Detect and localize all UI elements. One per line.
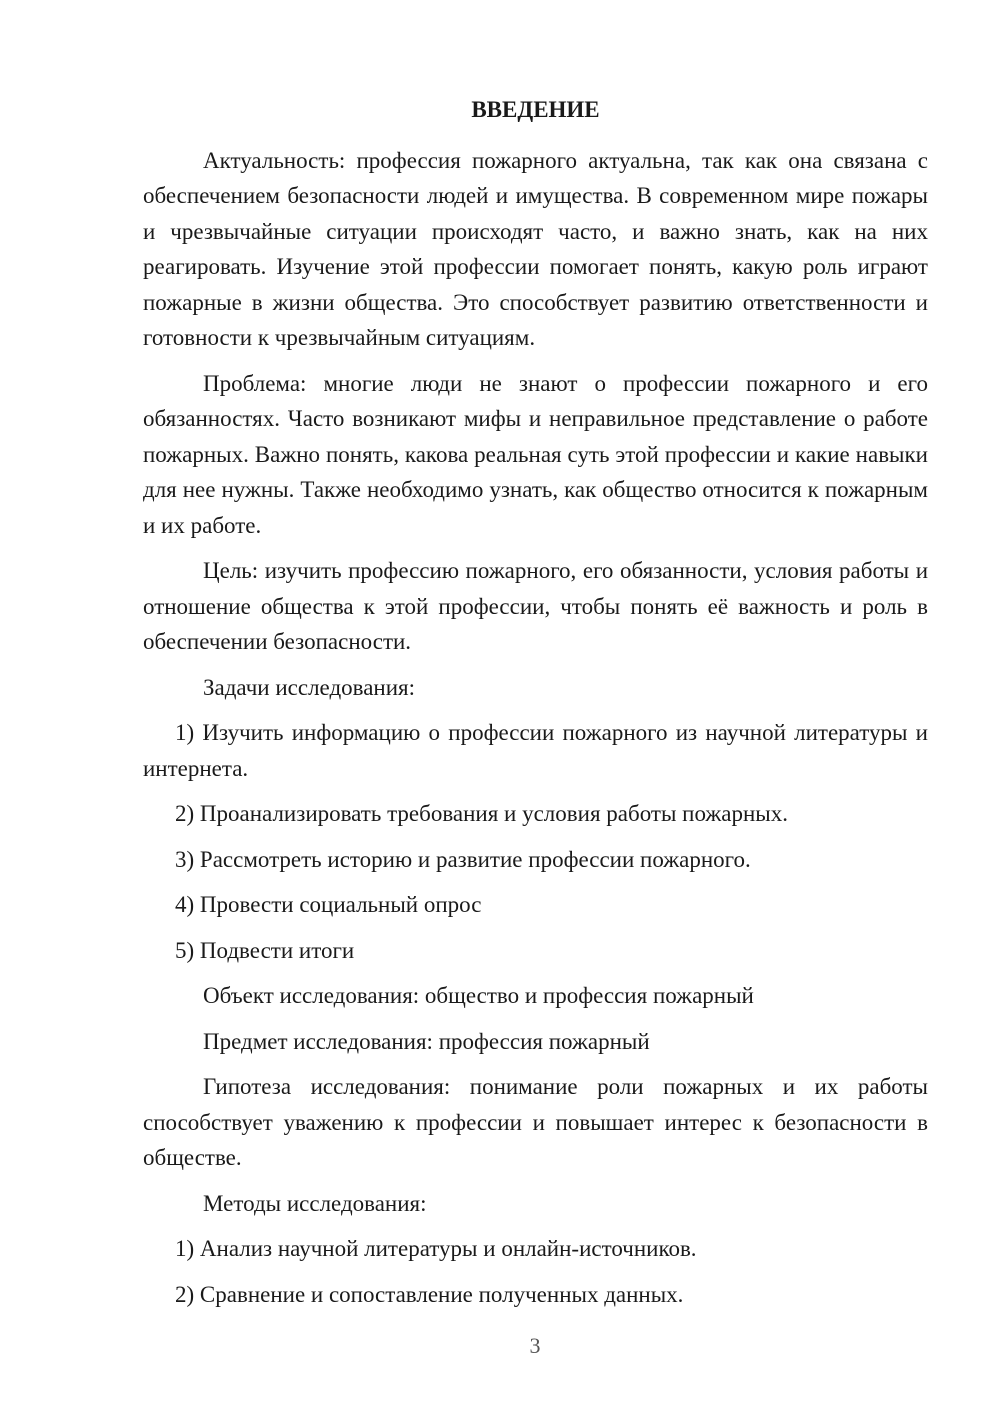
subject-line: Предмет исследования: профессия пожарный <box>203 1028 650 1054</box>
task-item: 2) Проанализировать требования и условия работы пожарных. <box>175 801 788 826</box>
task-item: 3) Рассмотреть историю и развитие профессии пожарного. <box>175 846 751 872</box>
section-title: ВВЕДЕНИЕ <box>471 97 600 122</box>
document-page <box>143 92 928 1322</box>
methods-heading: Методы исследования: <box>203 1190 427 1216</box>
task-item: 4) Провести социальный опрос <box>175 892 482 917</box>
method-item: 1) Анализ научной литературы и онлайн-источников. <box>175 1236 697 1261</box>
goal-paragraph: Цель: изучить профессию пожарного, его обязанности, условия работы и отношение общества к этой профессии, чтобы понять её важность и роль в обеспечении безопасности. <box>143 558 928 654</box>
method-item: 2) Сравнение и сопоставление полученных данных. <box>175 1281 684 1307</box>
task-item: 5) Подвести итоги <box>175 937 355 963</box>
task-item: 1) Изучить информацию о профессии пожарного из научной литературы и интернета. <box>143 720 928 781</box>
hypothesis-paragraph: Гипотеза исследования: понимание роли пожарных и их работы способствует уважению к профессии и повышает интерес к безопасности в обществе. <box>143 1074 928 1170</box>
problem-paragraph: Проблема: многие люди не знают о профессии пожарного и его обязанностях. Часто возникают мифы и неправильное представление о работе пожарных. Важно понять, какова реальная суть этой профессии и какие навыки для нее нужны. Также необходимо узнать, как общество относится к пожарным и их работе. <box>143 370 928 538</box>
tasks-heading: Задачи исследования: <box>203 674 416 700</box>
relevance-paragraph: Актуальность: профессия пожарного актуальна, так как она связана с обеспечением безопасности людей и имущества. В современном мире пожары и чрезвычайные ситуации происходят часто, и важно знать, как на них реагировать. Изучение этой профессии помогает понять, какую роль играют пожарные в жизни общества. Это способствует развитию ответственности и готовности к чрезвычайным ситуациям. <box>143 147 928 350</box>
page-number: 3 <box>529 1333 541 1358</box>
object-line: Объект исследования: общество и профессия пожарный <box>203 983 754 1008</box>
